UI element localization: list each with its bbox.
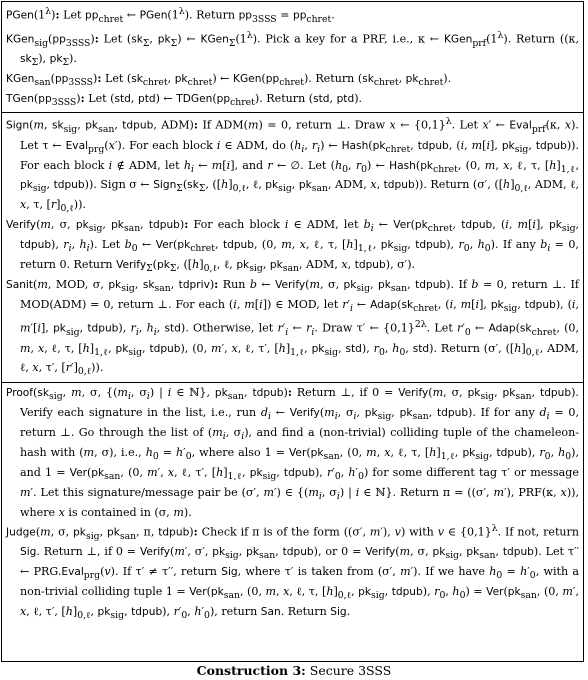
main-section bbox=[2, 112, 583, 382]
algorithm-tgen: $TGen(pp_{3SSS})$: Let (std, ptd) ← $TDGen(pp_{chret})$. Return (std, ptd). bbox=[6, 92, 363, 109]
algorithm-proof: $Proof(sk_{sig}$, m, σ, {($m_i$, $\sigma_i$) | i ∈ ℕ}, $pk_{san}$, tdpub): Return ⊥, if 0 = Verify(m, σ, $pk_{sig}$, $pk_{san}$, tdpub). Verify each signature in the list, i.e., run $d_i$ ← $Verify(m_i$, $\sigma_i$, $pk_{sig}$, $pk_{san}$, tdpub). If for any $d_i = 0$, return ⊥. Go through the list of ($m_i$, $\sigma_i$), and find a (non-trivial) colliding tuple of the chameleon-hash with (m, σ), i.e., $h_0 = h'_0$, where also $1 = Ver(pk_{san}$, (0, m, x, ℓ, τ, $[h]_{1,\ell}$, $pk_{sig}$, tdpub), $r_0$, $h_0$), and $1 = Ver(pk_{san}$, (0, m′, x, ℓ, τ′, $[h]_{1,\ell}$, $pk_{sig}$, tdpub), $r'_0$, $h'_0$) for some different tag τ′ or message m′. Let this signature/message pair be (σ′, m′) ∈ {($m_i$, $\sigma_i$) | i ∈ ℕ}. Return π = ((σ′, m′), PRF(κ, x)), where x is contained in (σ, m). bbox=[6, 386, 580, 519]
algorithm-sign: Sign(m, $sk_{sig}$, $pk_{san}$, tdpub, ADM): If ADM(m) = 0, return ⊥. Draw x ← $\{0,1\}^\lambda$. Let x′ ← Eval$_{prf}$(κ, x). Let τ ← Eval$_{prg}$(x′). For each block i ∈ ADM, do ($h_i$, $r_i$) ← $Hash(pk_{chret}$, tdpub, (i, m[i], $pk_{sig}$, tdpub)). For each block i ∉ ADM, let $h_i$ ← m[i], and r ← ∅. Let ($h_0$, $r_0$) ← $Hash(pk_{chret}$, (0, m, x, ℓ, τ, $[h]_{1,\ell}$, $pk_{sig}$, tdpub)). Sign σ ← $Sign_\Sigma(sk_\Sigma$, ($[h]_{0,\ell}$, ℓ, $pk_{sig}$, $pk_{san}$, ADM, x, tdpub)). Return (σ′, ($[h]_{0,\ell}$, ADM, ℓ, x, τ, $[r]_{0,\ell}$)). bbox=[6, 115, 580, 215]
caption-title: Secure 3SSS bbox=[309, 663, 392, 678]
algorithm-kgen-san: $KGen_{san}(pp_{3SSS})$: Let ($sk_{chret}$, $pk_{chret}$) ← $KGen(pp_{chret})$. Return ($sk_{chret}$, $pk_{chret}$). bbox=[6, 72, 452, 89]
setup-section bbox=[2, 2, 583, 112]
accountability-section bbox=[2, 382, 583, 625]
algorithm-sanit: Sanit(m, MOD, σ, $pk_{sig}$, $sk_{san}$, tdpriv): Run b ← Verify(m, σ, $pk_{sig}$, $pk_{san}$, tdpub). If b = 0, return ⊥. If MOD(ADM) = 0, return ⊥. For each (i, m[i]) ∈ MOD, let $r'_i$ ← $Adap(sk_{chret}$, (i, m[i], $pk_{sig}$, tdpub), (i, m′[i], $pk_{sig}$, tdpub), $r_i$, $h_i$, std). Otherwise, let $r'_i$ ← $r_i$. Draw τ′ ← $\{0,1\}^{2\lambda}$. Let $r'_0$ ← $Adap(sk_{chret}$, (0, m, x, ℓ, τ, $[h]_{1,\ell}$, $pk_{sig}$, tdpub), (0, m′, x, ℓ, τ′, $[h]_{1,\ell}$, $pk_{sig}$, std), $r_0$, $h_0$, std). Return (σ′, ($[h]_{0,\ell}$, ADM, ℓ, x, τ′, $[r']_{0,\ell}$)). bbox=[6, 278, 580, 378]
algorithm-pgen: $PGen(1^\lambda)$: Let $pp_{chret}$ ← $PGen(1^\lambda)$. Return $pp_{3SSS} = pp_{chret}$. bbox=[6, 6, 335, 25]
algorithm-verify: Verify(m, σ, $pk_{sig}$, $pk_{san}$, tdpub): For each block i ∈ ADM, let $b_i$ ← $Ver(pk_{chret}$, tdpub, (i, m[i], $pk_{sig}$, tdpub), $r_i$, $h_i$). Let $b_0$ ← $Ver(pk_{chret}$, tdpub, (0, m, x, ℓ, τ, $[h]_{1,\ell}$, $pk_{sig}$, tdpub), $r_0$, $h_0$). If any $b_i = 0$, return 0. Return $Verify_\Sigma(pk_\Sigma$, ($[h]_{0,\ell}$, ℓ, $pk_{sig}$, $pk_{san}$, ADM, x, tdpub), σ′). bbox=[6, 218, 580, 275]
figure-caption bbox=[0, 663, 588, 678]
algorithm-kgen-sig: $KGen_{sig}(pp_{3SSS})$: Let ($sk_\Sigma$, $pk_\Sigma$) ← $KGen_\Sigma(1^\lambda)$. Pick a key for a PRF, i.e., κ ← $KGen_{prf}(1^\lambda)$. Return ((κ, $sk_\Sigma$), $pk_\Sigma$). bbox=[6, 29, 579, 69]
caption-label: Construction 3: bbox=[196, 663, 306, 678]
construction-box bbox=[1, 1, 584, 662]
algorithm-judge: Judge(m, σ, $pk_{sig}$, $pk_{san}$, π, tdpub): Check if π is of the form ((σ′, m′), v) with v ∈ $\{0,1\}^\lambda$. If not, return Sig. Return ⊥, if 0 = Verify(m′, σ′, $pk_{sig}$, $pk_{san}$, tdpub), or 0 = Verify(m, σ, $pk_{sig}$, $pk_{san}$, tdpub). Let τ′′ ← PRG.Eval$_{prg}$(v). If τ′ ≠ τ′′, return Sig, where τ′ is taken from (σ′, m′). If we have $h_0 = h'_0$, with a non-trivial colliding tuple $1 = Ver(pk_{san}$, (0, m, x, ℓ, τ, $[h]_{0,\ell}$, $pk_{sig}$, tdpub), $r_0$, $h_0) = Ver(pk_{san}$, (0, m′, x, ℓ, τ′, $[h]_{0,\ell}$, $pk_{sig}$, tdpub), $r'_0$, $h'_0$), return San. Return Sig. bbox=[6, 522, 580, 622]
